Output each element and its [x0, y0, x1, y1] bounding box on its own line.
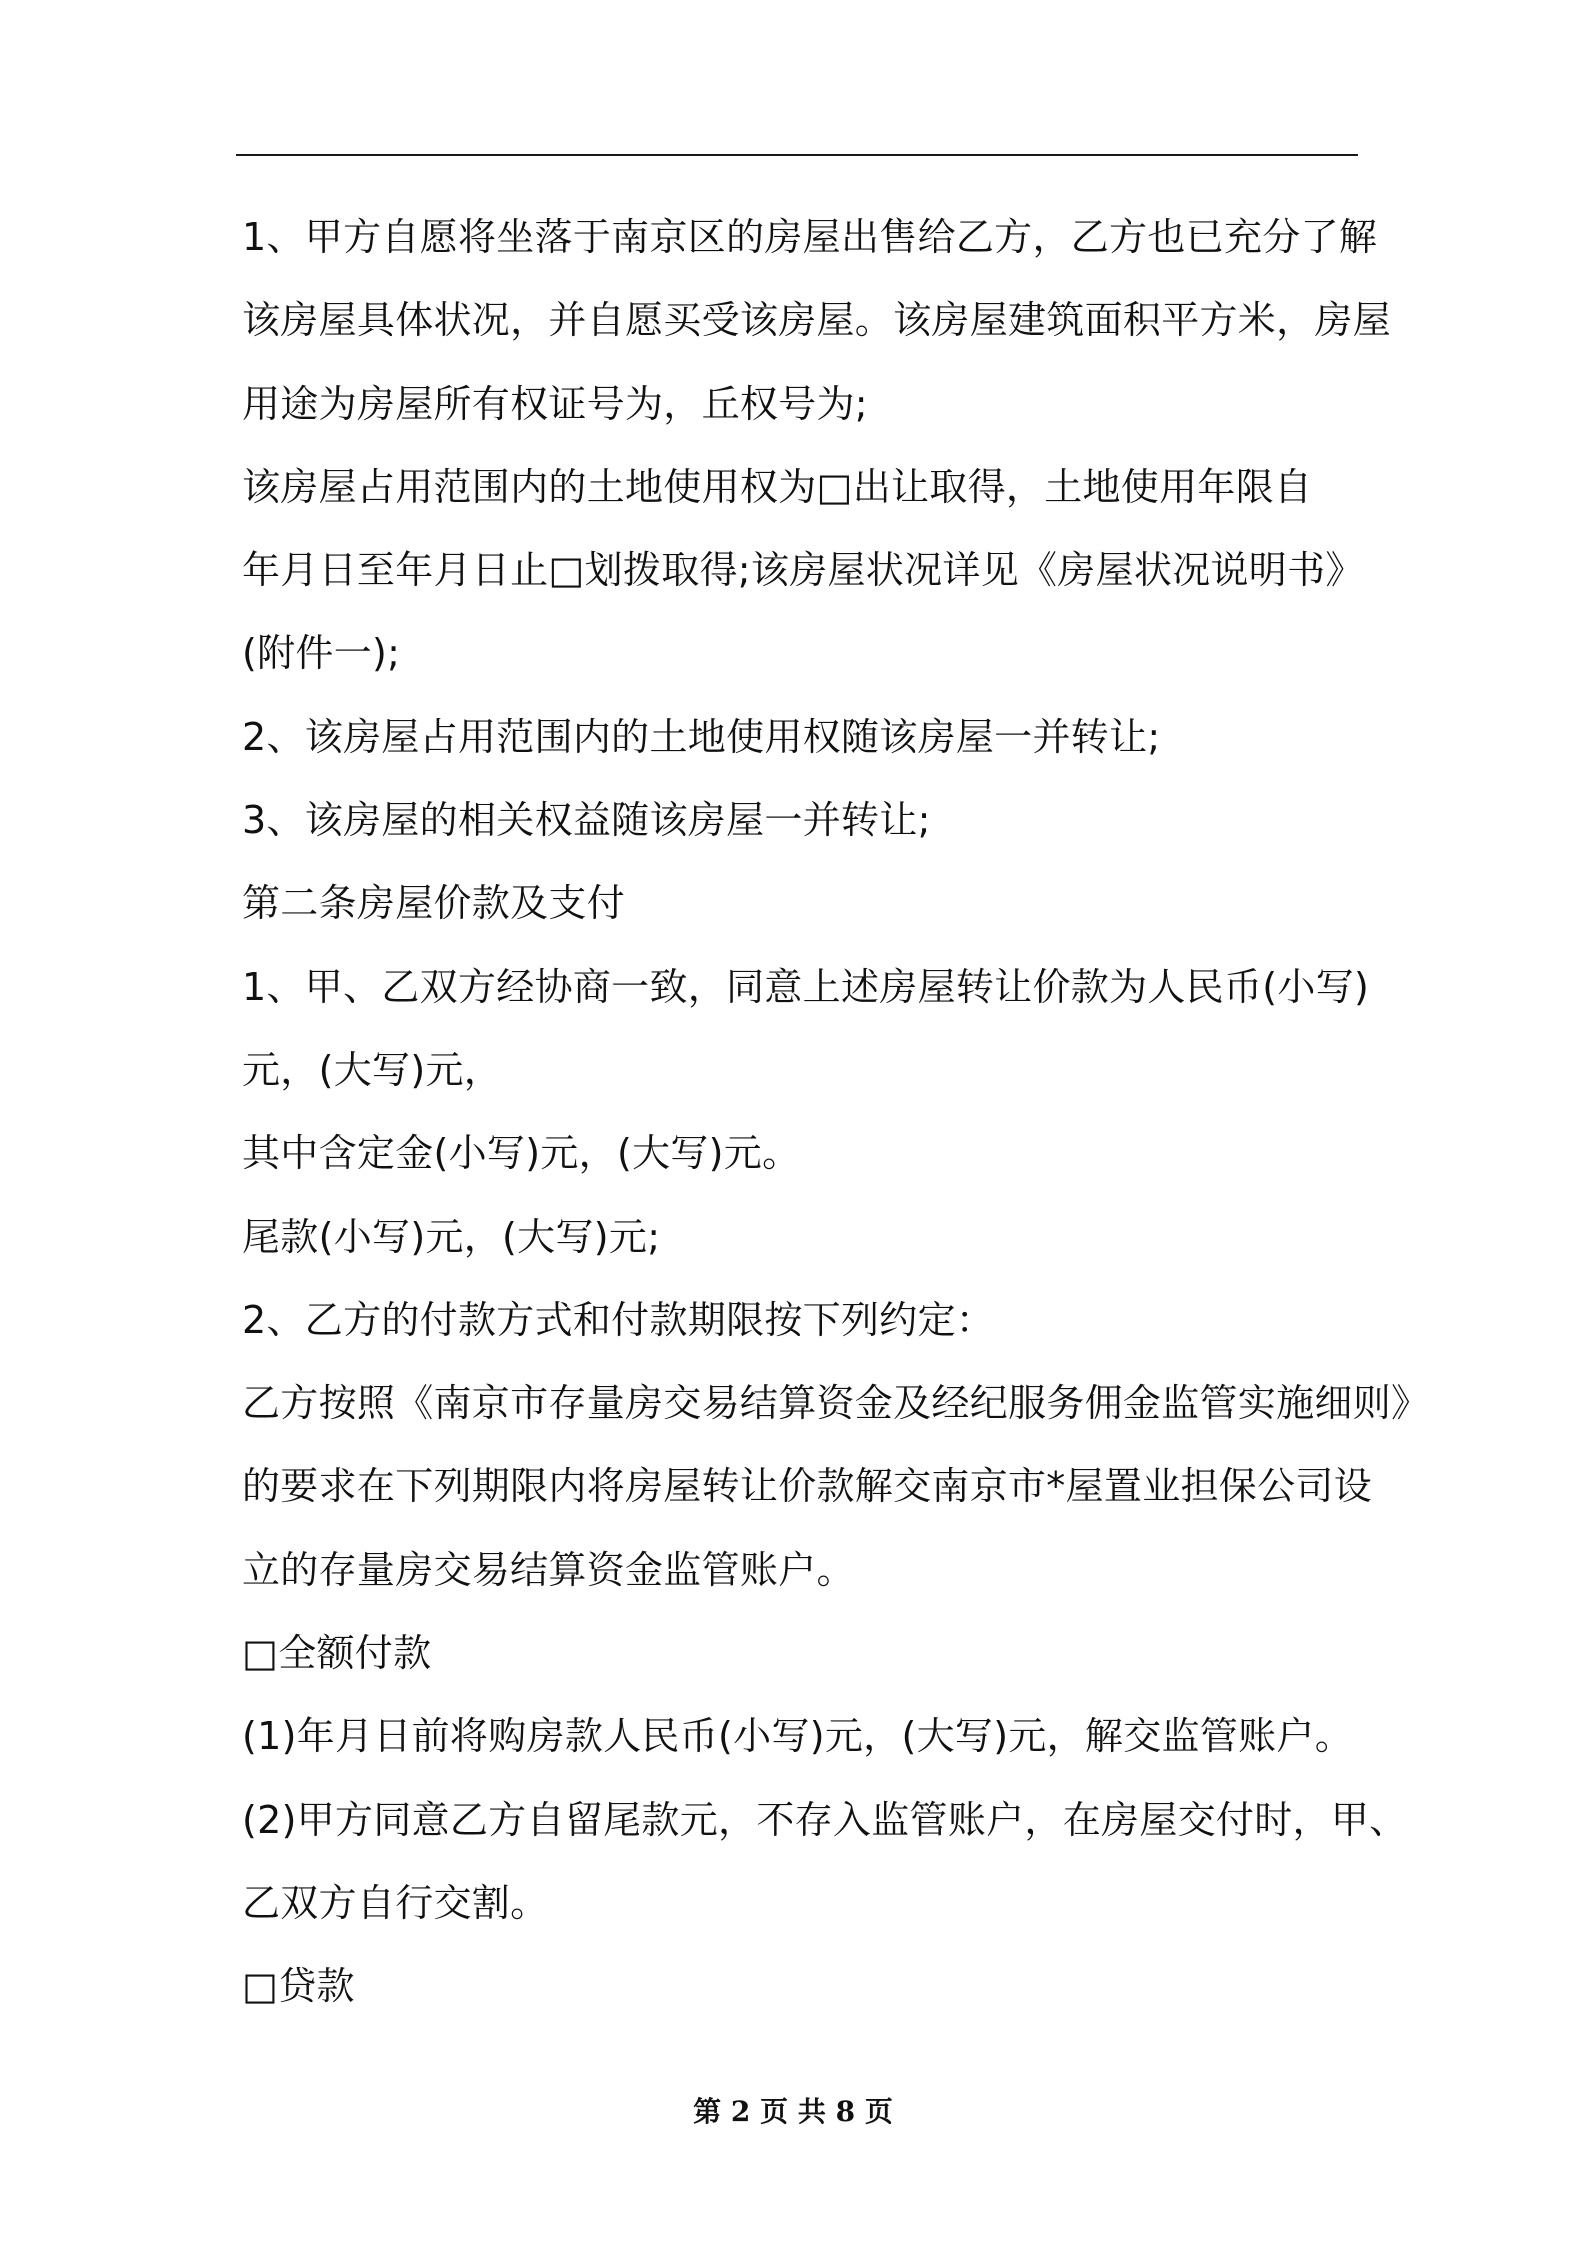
contract-body — [242, 196, 1430, 2029]
header-rule — [236, 154, 1358, 156]
paragraph-line: 该房屋占用范围内的土地使用权为□出让取得，土地使用年限自 — [242, 464, 1313, 509]
paragraph-line: 其中含定金(小写)元，(大写)元。 — [242, 1131, 801, 1176]
paragraph-line: 乙双方自行交割。 — [242, 1880, 549, 1925]
paragraph-line: 1、甲、乙双方经协商一致，同意上述房屋转让价款为人民币(小写) — [242, 964, 1370, 1009]
paragraph-line: 1、甲方自愿将坐落于南京区的房屋出售给乙方，乙方也已充分了解 — [242, 215, 1378, 259]
paragraph-line: 年月日至年月日止□划拨取得;该房屋状况详见《房屋状况说明书》 — [242, 548, 1364, 593]
paragraph-line: 尾款(小写)元，(大写)元; — [242, 1214, 661, 1259]
checkbox-option-full-payment: □全额付款 — [242, 1631, 432, 1676]
paragraph-line: (附件一); — [242, 631, 401, 676]
paragraph-line: 该房屋具体状况，并自愿买受该房屋。该房屋建筑面积平方米，房屋 — [242, 298, 1392, 343]
paragraph-line: (1)年月日前将购房款人民币(小写)元，(大写)元，解交监管账户。 — [242, 1714, 1354, 1759]
page-number-footer: 第 2 页 共 8 页 — [693, 2095, 893, 2128]
checkbox-option-loan: □贷款 — [242, 1964, 355, 2009]
paragraph-line: 乙方按照《南京市存量房交易结算资金及经纪服务佣金监管实施细则》 — [242, 1381, 1430, 1426]
paragraph-line: (2)甲方同意乙方自留尾款元，不存入监管账户，在房屋交付时，甲、 — [242, 1797, 1408, 1842]
paragraph-line: 3、该房屋的相关权益随该房屋一并转让; — [242, 798, 931, 843]
paragraph-line: 元，(大写)元， — [242, 1047, 503, 1092]
paragraph-line: 2、该房屋占用范围内的土地使用权随该房屋一并转让; — [242, 714, 1161, 759]
paragraph-line: 立的存量房交易结算资金监管账户。 — [242, 1547, 855, 1592]
paragraph-line: 2、乙方的付款方式和付款期限按下列约定： — [242, 1297, 995, 1342]
section-heading: 第二条房屋价款及支付 — [242, 881, 626, 926]
paragraph-line: 的要求在下列期限内将房屋转让价款解交南京市*屋置业担保公司设 — [242, 1464, 1373, 1509]
paragraph-line: 用途为房屋所有权证号为，丘权号为; — [242, 381, 868, 426]
